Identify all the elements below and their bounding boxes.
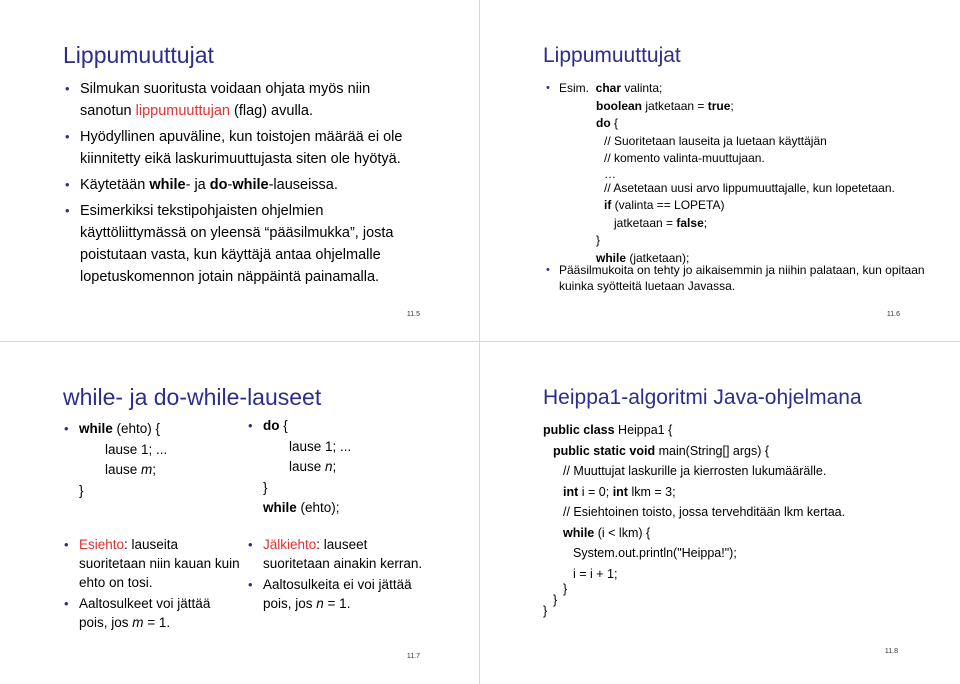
slide-title: while- ja do-while-lauseet — [63, 384, 322, 410]
bullet-braces-while: • Aaltosulkeet voi jättää pois, jos m = 1. — [64, 596, 211, 630]
code-example: • Esim. char valinta; boolean jatketaan = true; do { // Suoritetaan lauseita ja luetaan käyttäjän // komento valinta-muuttujaan. … // Asetetaan uusi arvo lippumuuttajalle, kun lopetetaan. if (valinta == LOPETA) jatketaan = false; } while (jatketaan); — [546, 81, 895, 265]
slide-11-7 — [0, 342, 480, 684]
bullet-flag-intro: • Silmukan suoritusta voidaan ohjata myös niin sanotun lippumuuttujan (flag) avulla. — [80, 78, 370, 122]
bullet-precondition: • Esiehto: lauseita suoritetaan niin kauan kuin ehto on tosi. — [64, 537, 240, 590]
slide-11-5 — [0, 0, 480, 342]
slide-title: Lippumuuttujat — [63, 42, 214, 68]
bullet-postcondition: • Jälkiehto: lauseet suoritetaan ainakin kerran. — [248, 537, 423, 571]
slide-number: 11.7 — [406, 653, 420, 660]
do-while-syntax: • do { lause 1; ... lause n; } while (ehto); — [248, 418, 352, 515]
bullet-example: • Esimerkiksi tekstipohjaisten ohjelmien käyttöliittymässä on yleensä “pääsilmukka”, josta poistutaan vasta, kun käyttäjä antaa ohjelmalle lopetuskomennon jotain näppäintä painamalla. — [80, 200, 394, 288]
bullet-main-loops: • Pääsilmukoita on tehty jo aikaisemmin ja niihin palataan, kun opitaan kuinka syötteitä luetaan Javassa. — [546, 263, 925, 293]
bullet-icon: • — [546, 264, 550, 276]
bullet-icon: • — [248, 537, 253, 552]
slide-11-6 — [480, 0, 960, 342]
while-syntax: • while (ehto) { lause 1; ... lause m; } — [64, 421, 168, 498]
bullet-icon: • — [65, 129, 70, 144]
bullet-useful-tool: • Hyödyllinen apuväline, kun toistojen määrää ei ole kiinnitetty eikä laskurimuuttujasta siten ole hyötyä. — [80, 126, 402, 170]
java-program: public class Heippa1 { public static void main(String[] args) { // Muuttujat laskurille ja kierrosten lukumäärälle. int i = 0; int lkm = 3; // Esiehtoinen toisto, jossa tervehditään lkm kertaa. while (i < lkm) { System.out.println("Heippa!"); i = i + 1; } } } — [543, 423, 846, 618]
slide-number: 11.6 — [886, 311, 900, 318]
bullet-icon: • — [65, 203, 70, 218]
bullet-icon: • — [65, 177, 70, 192]
slide-number: 11.5 — [406, 311, 420, 318]
bullet-icon: • — [248, 418, 253, 433]
bullet-icon: • — [248, 577, 253, 592]
bullet-usage: • Käytetään while- ja do-while-lauseissa. — [80, 174, 338, 196]
bullet-icon: • — [546, 82, 550, 94]
slide-title: Lippumuuttujat — [543, 44, 681, 67]
bullet-icon: • — [64, 421, 69, 436]
slide-title: Heippa1-algoritmi Java-ohjelmana — [543, 386, 862, 409]
bullet-icon: • — [65, 81, 70, 96]
slide-11-8 — [480, 342, 960, 684]
bullet-icon: • — [64, 596, 69, 611]
slide-number: 11.8 — [884, 648, 898, 655]
bullet-icon: • — [64, 537, 69, 552]
bullet-braces-do-while: • Aaltosulkeita ei voi jättää pois, jos n = 1. — [248, 577, 412, 611]
